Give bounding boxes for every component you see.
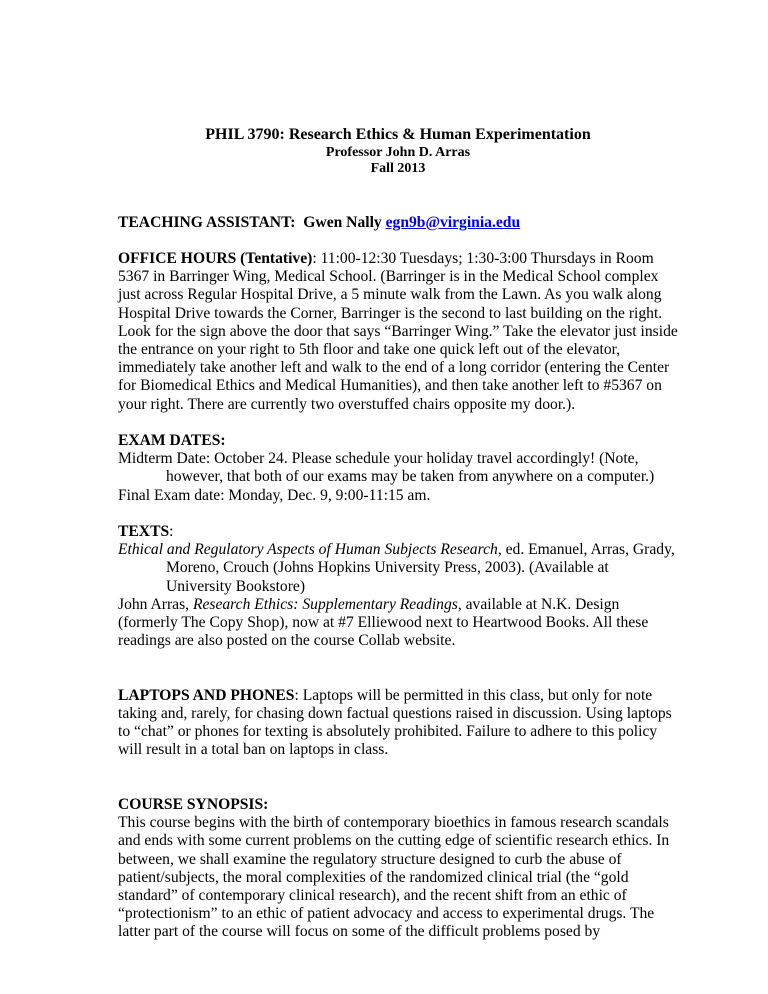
teaching-assistant-label: TEACHING ASSISTANT: [118, 213, 296, 231]
synopsis-text: This course begins with the birth of contemporary bioethics in famous research scandals and ends with some current problems on the cutting edge of scientific research ethics. In between, we shall examine the regulatory structure designed to curb the abuse of patient/subjects, the moral complexities of the randomized clinical trial (the “gold standard” of contemporary clinical research), and the recent shift from an ethic of “protectionism” to an ethic of patient advocacy and access to experimental drugs. The latter part of the course will focus on some of the difficult problems posed by [118, 814, 670, 941]
text-book-2-title: Research Ethics: Supplementary Readings, [192, 595, 462, 613]
synopsis-section [118, 796, 678, 942]
syllabus-content [118, 126, 678, 942]
texts-section [118, 523, 678, 650]
texts-label-colon: : [169, 523, 174, 540]
text-book-1-details: , ed. Emanuel, Arras, Grady, Moreno, Crouch (Johns Hopkins University Press, 2003). (Available at University Bookstore) [166, 541, 675, 595]
teaching-assistant-name: Gwen Nally [303, 213, 382, 231]
text-book-1 [118, 541, 678, 596]
midterm-note: however, that both of our exams may be taken from anywhere on a computer.) [166, 468, 655, 486]
texts-label: TEXTS [118, 523, 170, 540]
term: Fall 2013 [370, 161, 426, 176]
laptops-section [118, 687, 678, 760]
teaching-assistant-email-link[interactable]: egn9b@virginia.edu [385, 213, 521, 231]
office-hours-label: OFFICE HOURS (Tentative) [118, 249, 313, 267]
final-exam-date: Final Exam date: Monday, Dec. 9, 9:00-11:15 am. [118, 486, 431, 504]
office-hours-section [118, 250, 678, 414]
exam-dates-section [118, 432, 678, 505]
professor-name: Professor John D. Arras [325, 144, 471, 160]
texts-heading [118, 523, 678, 541]
exam-dates-label: EXAM DATES: [118, 432, 226, 449]
title-block [118, 126, 678, 177]
text-book-2 [118, 596, 678, 651]
text-book-2-details: available at N.K. Design (formerly The Copy Shop), now at #7 Elliewood next to Heartwood Books. All these readings are also posted on the course Collab website. [118, 595, 649, 650]
text-book-2-author: John Arras, [118, 595, 193, 613]
office-hours-text: : 11:00-12:30 Tuesdays; 1:30-3:00 Thursdays in Room 5367 in Barringer Wing, Medical School. (Barringer is in the Medical School complex just across Regular Hospital Drive, a 5 minute walk from the Lawn. As you walk along Hospital Drive towards the Corner, Barringer is the second to last building on the right. Look for the sign above the door that says “Barringer Wing.” Take the elevator just inside the entrance on your right to 5th floor and take one quick left out of the elevator, immediately take another left and walk to the end of a long corridor (entering the Center for Biomedical Ethics and Medical Humanities), and then take another left to #5367 on your right. There are currently two overstuffed chairs opposite my door.). [118, 249, 678, 413]
teaching-assistant-section [118, 214, 678, 232]
course-title: PHIL 3790: Research Ethics & Human Experimentation [205, 126, 591, 143]
laptops-text: : Laptops will be permitted in this class, but only for note taking and, rarely, for chasing down factual questions raised in discussion. Using laptops to “chat” or phones for texting is absolutely prohibited. Failure to adhere to this policy will result in a total ban on laptops in class. [118, 686, 672, 759]
synopsis-label: COURSE SYNOPSIS: [118, 796, 269, 814]
text-book-1-title: Ethical and Regulatory Aspects of Human Subjects Research [118, 541, 498, 559]
midterm-date: Midterm Date: October 24. Please schedule your holiday travel accordingly! (Note, [118, 450, 639, 468]
laptops-label: LAPTOPS AND PHONES [118, 686, 295, 704]
